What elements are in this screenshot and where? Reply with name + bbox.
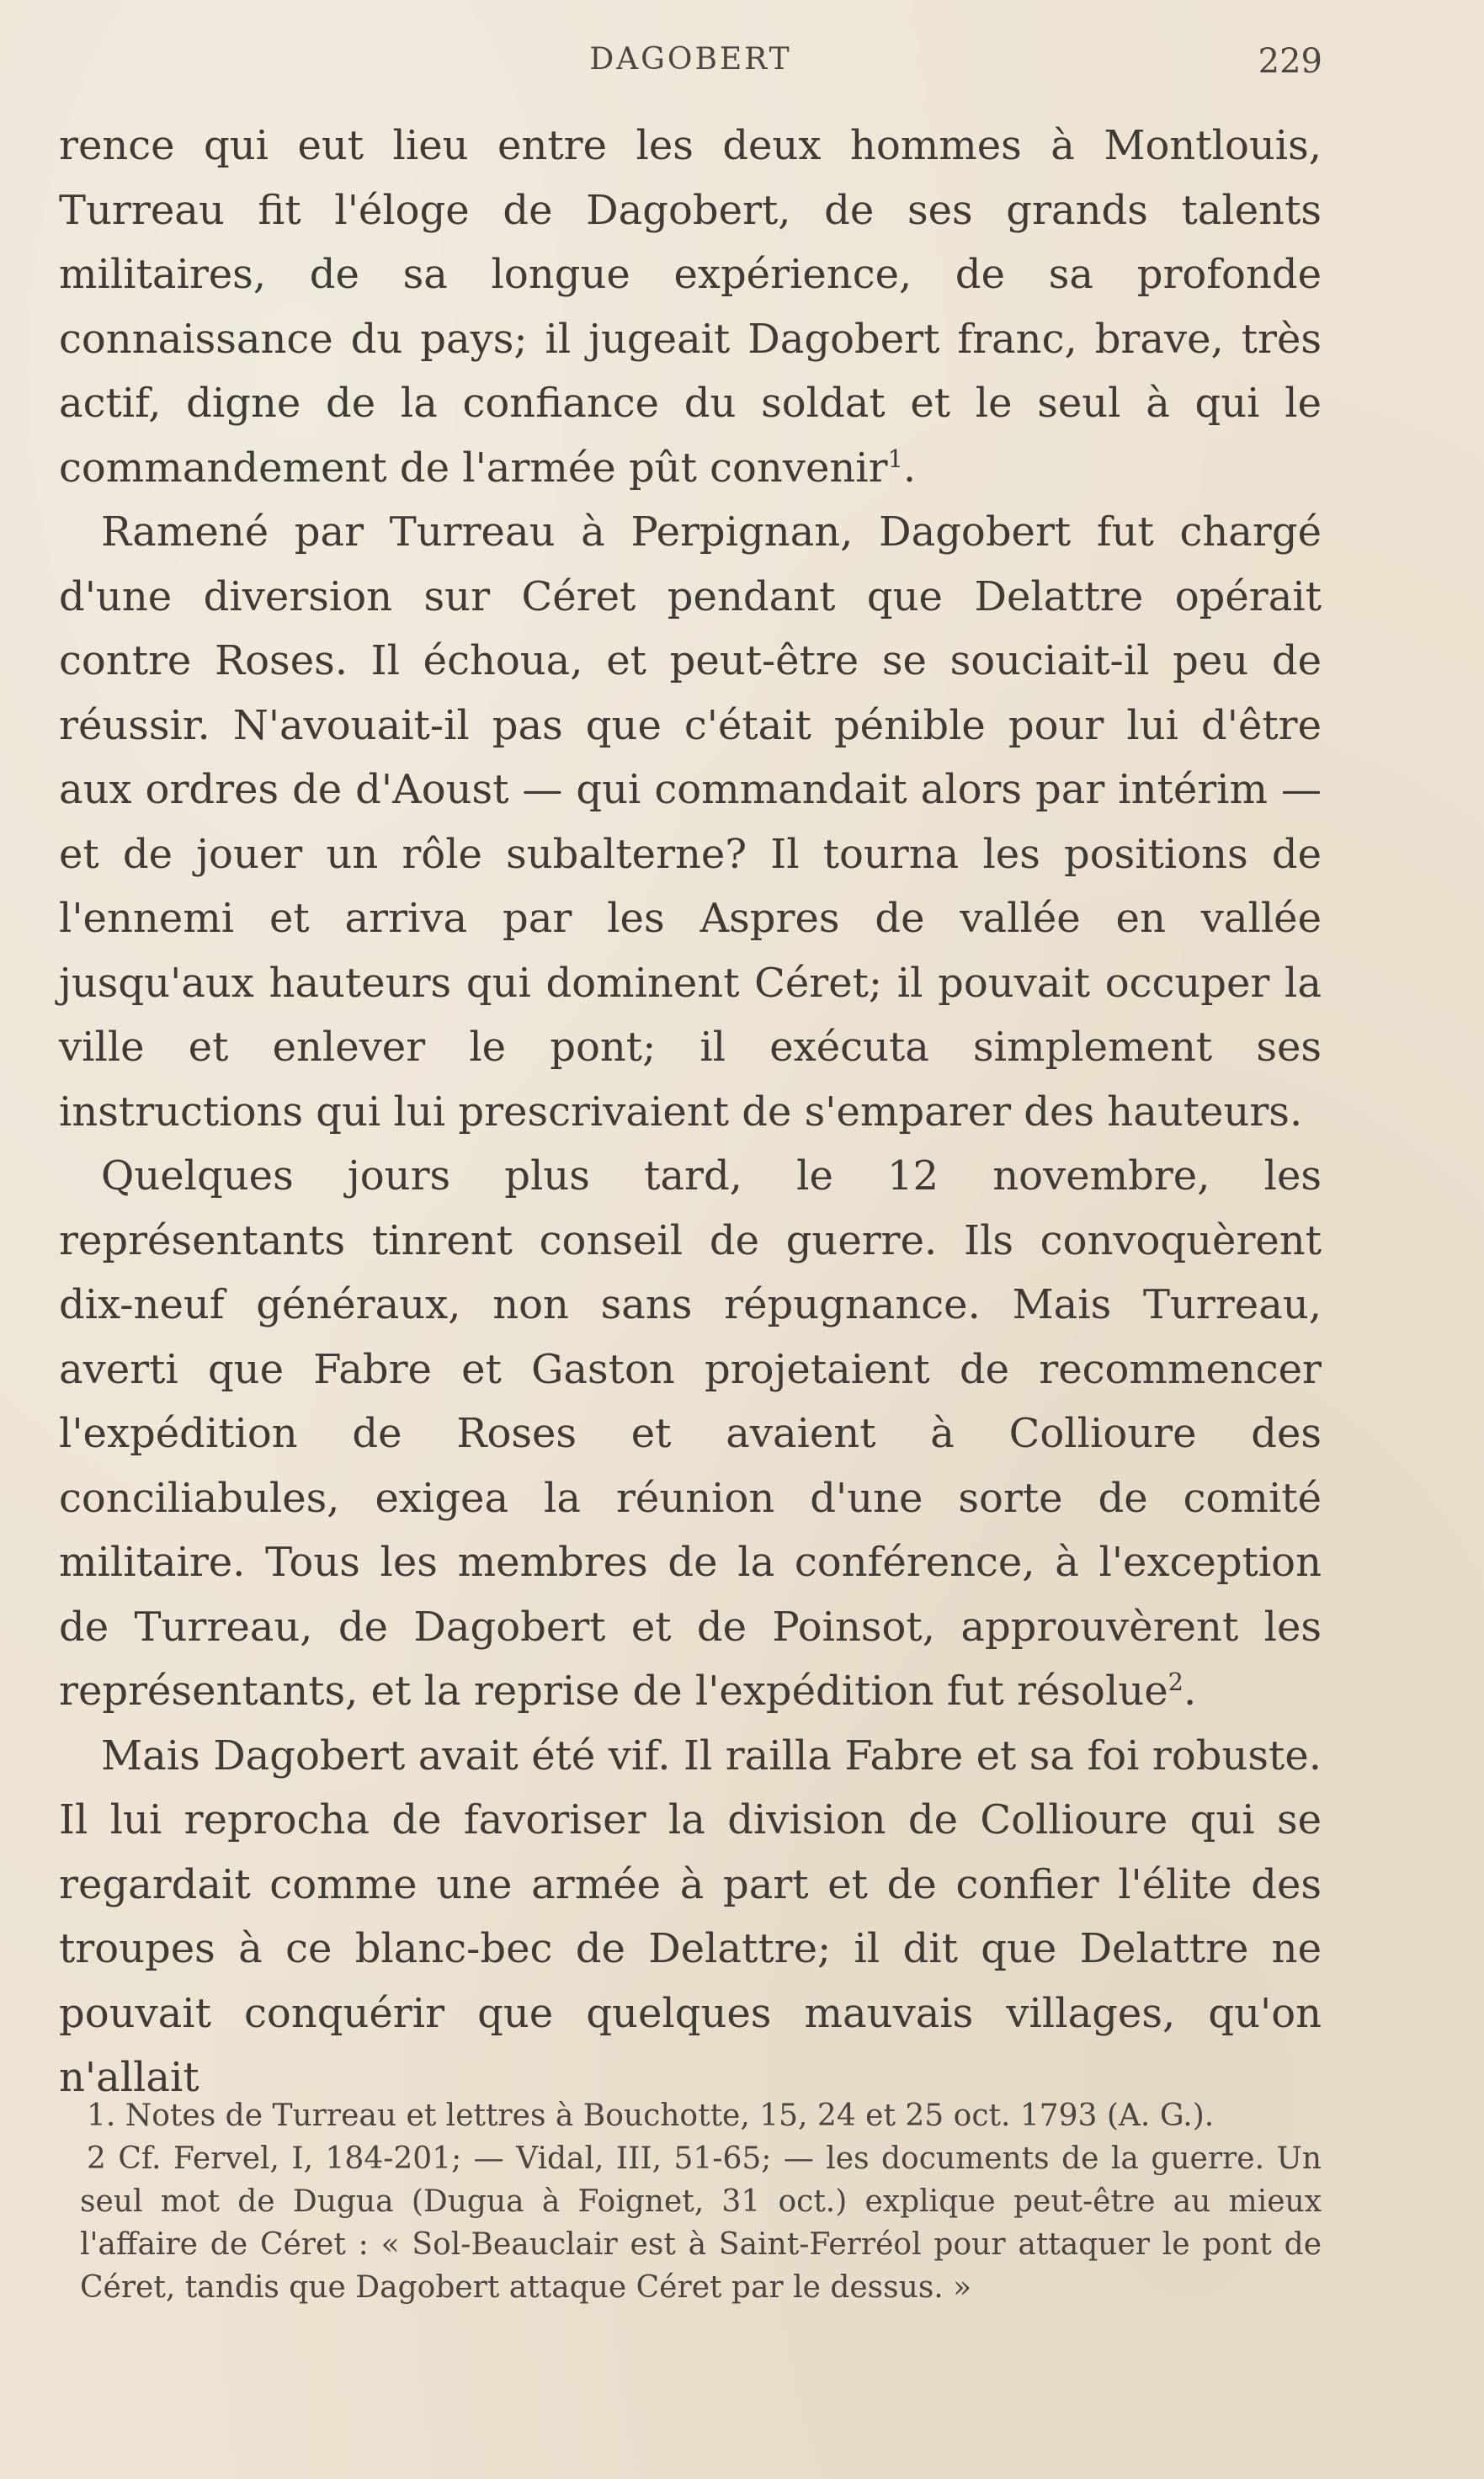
page-number: 229 [1258,42,1322,81]
paragraph-3 [59,1144,1322,1724]
footnote-ref-1: 1 [887,444,903,473]
paragraph-1-text: rence qui eut lieu entre les deux hommes à Montlouis, Turreau fit l'éloge de Dagobert, de ses grands talents militaires, de sa longue expérience, de sa profonde connaissance du pays; il jugeait Dagobert franc, brave, très actif, digne de la confiance du soldat et le seul à qui le commandement de l'armée pût convenir [59,122,1322,492]
footnote-1: 1. Notes de Turreau et lettres à Bouchotte, 15, 24 et 25 oct. 1793 (A. G.). [87,2099,1215,2133]
paragraph-2: Ramené par Turreau à Perpignan, Dagobert fut chargé d'une diversion sur Céret pendant que Delattre opérait contre Roses. Il échoua, et peut-être se souciait-il peu de réussir. N'avouait-il pas que c'était pénible pour lui d'être aux ordres de d'Aoust — qui commandait alors par intérim — et de jouer un rôle subalterne? Il tourna les positions de l'ennemi et arriva par les Aspres de vallée en vallée jusqu'aux hauteurs qui dominent Céret; il pouvait occuper la ville et enlever le pont; il exécuta simplement ses instructions qui lui prescrivaient de s'emparer des hauteurs. [59,508,1322,1136]
footnote-ref-2: 2 [1168,1668,1183,1696]
footnote-2: 2 Cf. Fervel, I, 184-201; — Vidal, III, 51-65; — les documents de la guerre. Un seul mot de Dugua (Dugua à Foignet, 31 oct.) explique peut-être au mieux l'affaire de Céret : « Sol-Beauclair est à Saint-Ferréol pour attaquer le pont de Céret, tandis que Dagobert attaque Céret par le dessus. » [80,2141,1322,2305]
body-text [59,114,1322,2110]
running-head [59,42,1322,93]
footnotes [80,2094,1322,2309]
running-title: DAGOBERT [589,42,792,77]
paragraph-3-end: . [1183,1668,1197,1715]
paragraph-1-end: . [902,444,917,492]
paragraph-3-text: Quelques jours plus tard, le 12 novembre, les représentants tinrent conseil de guerre. Ils convoquèrent dix-neuf généraux, non sans répugnance. Mais Turreau, averti que Fabre et Gaston projetaient de recommencer l'expédition de Roses et avaient à Collioure des conciliabules, exigea la réunion d'une sorte de comité militaire. Tous les membres de la conférence, à l'exception de Turreau, de Dagobert et de Poinsot, approuvèrent les représentants, et la reprise de l'expédition fut résolue [59,1152,1322,1715]
paragraph-4: Mais Dagobert avait été vif. Il railla Fabre et sa foi robuste. Il lui reprocha de favoriser la division de Collioure qui se regardait comme une armée à part et de confier l'élite des troupes à ce blanc-bec de Delattre; il dit que Delattre ne pouvait conquérir que quelques mauvais villages, qu'on n'allait [59,1732,1322,2101]
paragraph-1 [59,114,1322,500]
